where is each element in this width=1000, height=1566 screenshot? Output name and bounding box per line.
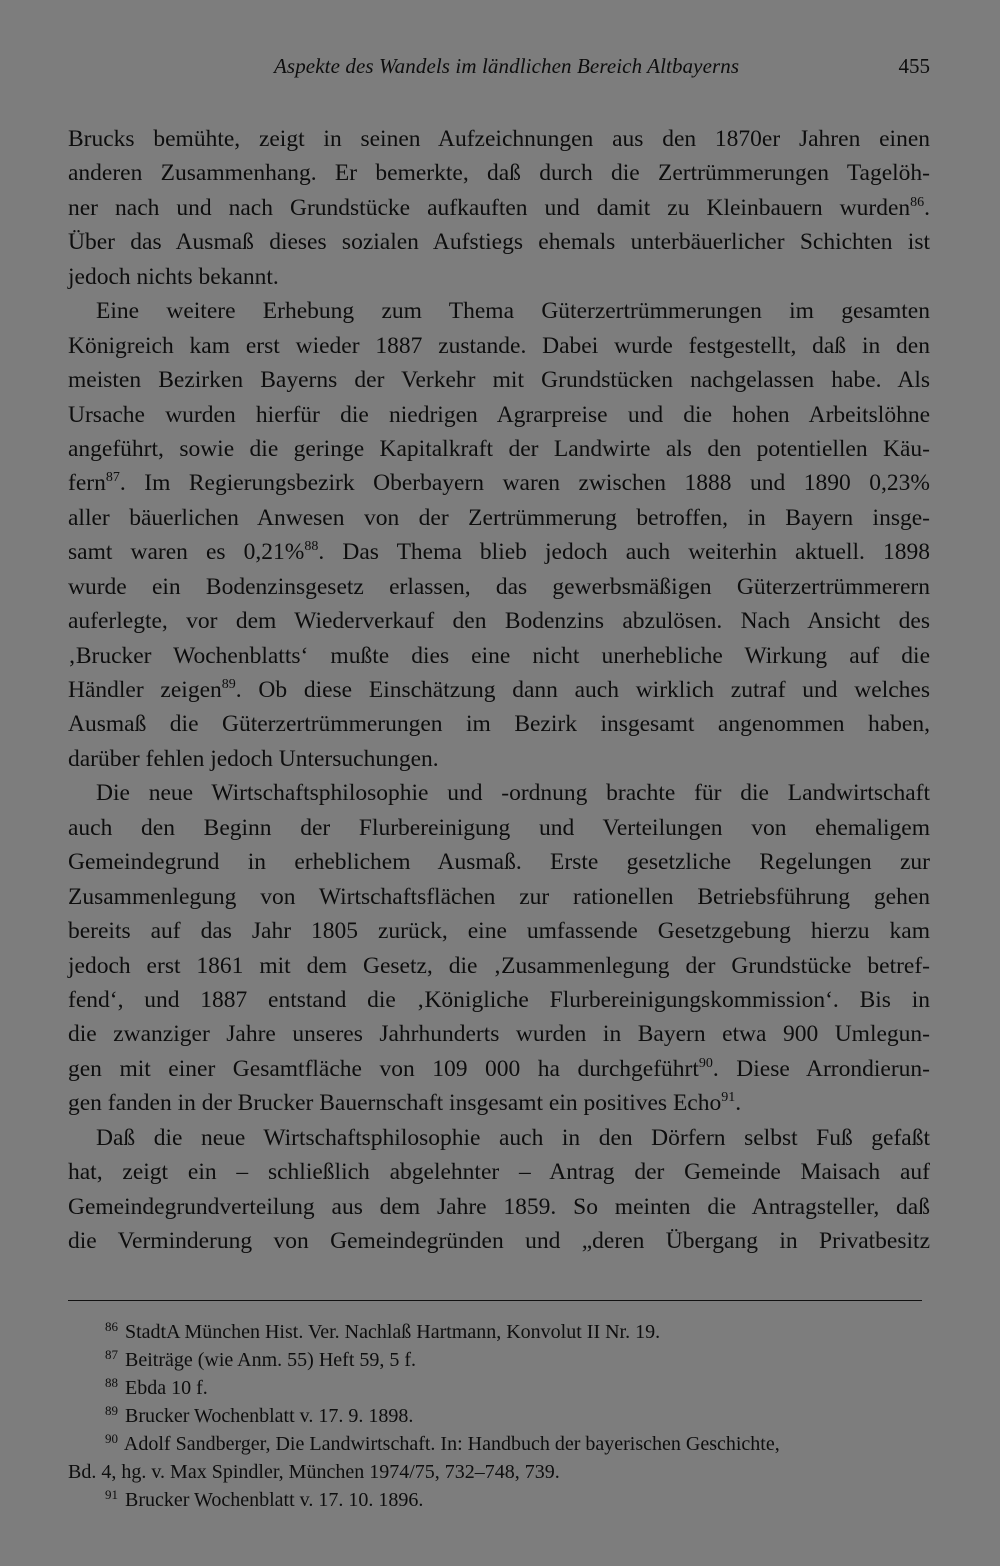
footnote-87: [68, 1346, 926, 1374]
text-line: Gemeindegrund in erheblichem Ausmaß. Erste gesetzliche Regelungen zur: [68, 849, 930, 876]
footnote-text: Ebda 10 f.: [125, 1377, 208, 1399]
page-number: 455: [898, 54, 930, 78]
footnote-ref-90[interactable]: 90: [698, 1055, 713, 1071]
text-line: Zusammenlegung von Wirtschaftsflächen zur rationellen Betriebsführung gehen: [68, 883, 930, 910]
text-line: Gemeindegrundverteilung aus dem Jahre 1859. So meinten die Antragsteller, daß: [68, 1193, 930, 1220]
footnote-ref-87[interactable]: 87: [105, 470, 120, 486]
footnotes: [68, 1318, 926, 1514]
running-head: [66, 54, 932, 84]
paragraph-first-line: Eine weitere Erhebung zum Thema Güterzertrümmerungen im gesamten: [96, 298, 930, 325]
text-line: jedoch erst 1861 mit dem Gesetz, die ‚Zusammenlegung der Grundstücke betref-: [68, 952, 930, 979]
footnote-number: 89: [105, 1403, 118, 1418]
text-line: gen mit einer Gesamtfläche von 109 000 ha durchgeführt$^{90}$. Diese Arrondierun-: [68, 1055, 930, 1082]
footnote-ref-91[interactable]: 91: [721, 1090, 736, 1106]
text-line: Königreich kam erst wieder 1887 zustande. Dabei wurde festgestellt, daß in den: [68, 332, 930, 359]
text-line: Über das Ausmaß dieses sozialen Aufstiegs ehemals unterbäuerlicher Schichten ist: [68, 229, 930, 256]
footnote-text: Adolf Sandberger, Die Landwirtschaft. In: Handbuch der bayerischen Geschichte,: [123, 1433, 780, 1455]
text-line: die zwanziger Jahre unseres Jahrhunderts wurden in Bayern etwa 900 Umlegun-: [68, 1021, 930, 1048]
text-line: fend‘, und 1887 entstand die ‚Königliche Flurbereinigungskommission‘. Bis in: [68, 986, 930, 1013]
text-line: meisten Bezirken Bayerns der Verkehr mit Grundstücken nachgelassen habe. Als: [68, 367, 930, 394]
text-line: Ausmaß die Güterzertrümmerungen im Bezirk insgesamt angenommen haben,: [68, 711, 930, 738]
text-line: wurde ein Bodenzinsgesetz erlassen, das gewerbsmäßigen Güterzertrümmerern: [68, 573, 930, 600]
footnote-number: 88: [105, 1375, 118, 1390]
footnote-88: [68, 1374, 926, 1402]
running-title: Aspekte des Wandels im ländlichen Bereich Altbayerns: [274, 54, 740, 78]
text-line: jedoch nichts bekannt.: [68, 263, 279, 290]
text-line: auferlegte, vor dem Wiederverkauf den Bodenzins abzulösen. Nach Ansicht des: [68, 608, 930, 635]
footnote-text: StadtA München Hist. Ver. Nachlaß Hartmann, Konvolut II Nr. 19.: [125, 1321, 661, 1343]
text-line: samt waren es 0,21%$^{88}$. Das Thema blieb jedoch auch weiterhin aktuell. 1898: [68, 539, 930, 566]
footnote-ref-89[interactable]: 89: [221, 677, 236, 692]
footnote-ref-86[interactable]: 86: [910, 194, 925, 210]
footnote-number: 90: [105, 1431, 118, 1446]
text-line: aller bäuerlichen Anwesen von der Zertrümmerung betroffen, in Bayern insge-: [68, 504, 930, 531]
paragraph-first-line: Daß die neue Wirtschaftsphilosophie auch in den Dörfern selbst Fuß gefaßt: [96, 1124, 930, 1151]
text-line: ner nach und nach Grundstücke aufkauften und damit zu Kleinbauern wurden$^{86}$.: [68, 194, 930, 221]
text-line: ‚Brucker Wochenblatts‘ mußte dies eine nicht unerhebliche Wirkung auf die: [68, 642, 930, 669]
text-line: angeführt, sowie die geringe Kapitalkraft der Landwirte als den potentiellen Käu-: [68, 435, 930, 462]
footnote-91: [68, 1486, 926, 1514]
text-line: Brucks bemühte, zeigt in seinen Aufzeichnungen aus den 1870er Jahren einen: [68, 126, 930, 152]
text-line: anderen Zusammenhang. Er bemerkte, daß durch die Zertrümmerungen Tagelöh-: [68, 160, 930, 187]
footnote-number: 87: [105, 1347, 118, 1362]
text-line: darüber fehlen jedoch Untersuchungen.: [68, 745, 439, 772]
footnote-number: 86: [105, 1319, 118, 1334]
footnote-separator: [68, 1300, 922, 1301]
footnote-89: [68, 1402, 926, 1430]
text-line: fern$^{87}$. Im Regierungsbezirk Oberbayern waren zwischen 1888 und 1890 0,23%: [68, 470, 930, 497]
footnote-90: [68, 1430, 926, 1458]
body-text: [68, 122, 930, 1258]
footnote-text: Brucker Wochenblatt v. 17. 9. 1898.: [125, 1405, 414, 1427]
footnote-number: 91: [105, 1487, 118, 1502]
text-line: auch den Beginn der Flurbereinigung und Verteilungen von ehemaligem: [68, 814, 930, 841]
text-line: hat, zeigt ein – schließlich abgelehnter – Antrag der Gemeinde Maisach auf: [68, 1159, 930, 1186]
text-line: die Verminderung von Gemeindegründen und „deren Übergang in Privatbesitz: [68, 1228, 930, 1254]
text-line: Händler zeigen$^{89}$. Ob diese Einschätzung dann auch wirklich zutraf und welches: [68, 677, 930, 703]
text-line: bereits auf das Jahr 1805 zurück, eine umfassende Gesetzgebung hierzu kam: [68, 918, 930, 945]
footnote-text: Beiträge (wie Anm. 55) Heft 59, 5 f.: [125, 1349, 417, 1371]
footnote-86: [68, 1318, 926, 1346]
paragraph-first-line: Die neue Wirtschaftsphilosophie und -ordnung brachte für die Landwirtschaft: [96, 780, 930, 807]
text-line: gen fanden in der Brucker Bauernschaft insgesamt ein positives Echo$^{91}$.: [68, 1090, 742, 1117]
footnote-ref-88[interactable]: 88: [304, 539, 319, 555]
footnote-text: Brucker Wochenblatt v. 17. 10. 1896.: [125, 1489, 424, 1511]
text-line: Ursache wurden hierfür die niedrigen Agrarpreise und die hohen Arbeitslöhne: [68, 401, 930, 428]
footnote-90-continuation: Bd. 4, hg. v. Max Spindler, München 1974/75, 732–748, 739.: [68, 1461, 560, 1483]
